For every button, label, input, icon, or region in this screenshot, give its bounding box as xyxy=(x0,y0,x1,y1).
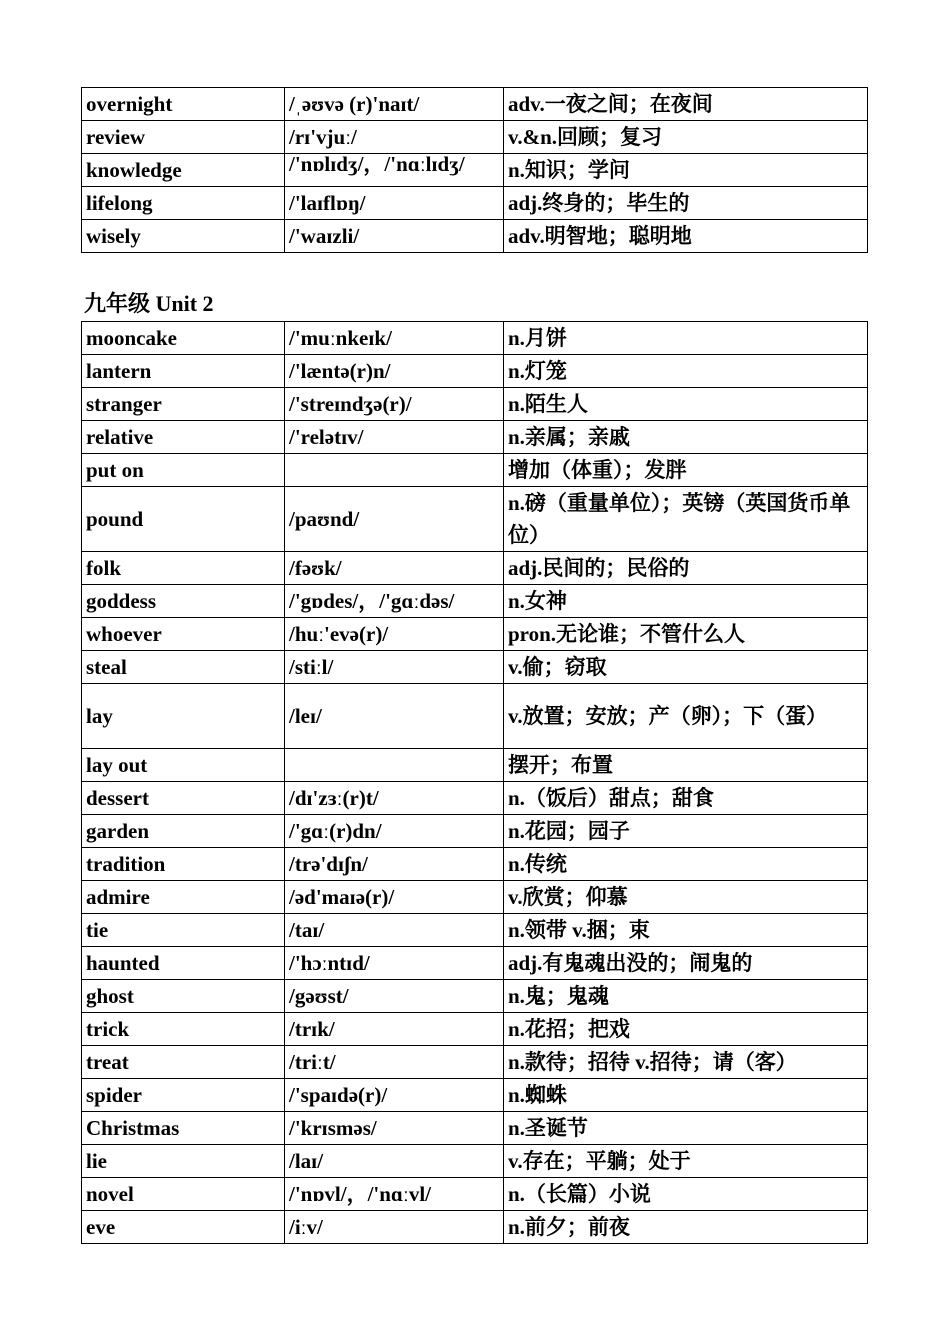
word-cell: wisely xyxy=(82,220,285,253)
word-cell: put on xyxy=(82,454,285,487)
phonetic-cell: /gəʊst/ xyxy=(285,980,504,1013)
meaning-cell: 增加（体重）；发胖 xyxy=(504,454,868,487)
phonetic-cell: /leɪ/ xyxy=(285,684,504,749)
table-row xyxy=(82,1079,868,1112)
meaning-cell: n.款待；招待 v.招待；请（客） xyxy=(504,1046,868,1079)
phonetic-cell: /ˌəʊvə (r)'naɪt/ xyxy=(285,88,504,121)
word-cell: pound xyxy=(82,487,285,552)
meaning-cell: adv.一夜之间；在夜间 xyxy=(504,88,868,121)
word-cell: relative xyxy=(82,421,285,454)
phonetic-cell: /dɪ'zɜː(r)t/ xyxy=(285,782,504,815)
phonetic-cell: /'relətɪv/ xyxy=(285,421,504,454)
word-cell: review xyxy=(82,121,285,154)
word-cell: steal xyxy=(82,651,285,684)
word-cell: lay out xyxy=(82,749,285,782)
word-cell: garden xyxy=(82,815,285,848)
meaning-cell: v.放置；安放；产（卵）；下（蛋） xyxy=(504,684,868,749)
meaning-cell: n.领带 v.捆；束 xyxy=(504,914,868,947)
table-row xyxy=(82,388,868,421)
meaning-cell: n.花园；园子 xyxy=(504,815,868,848)
meaning-cell: n.灯笼 xyxy=(504,355,868,388)
table-row xyxy=(82,552,868,585)
phonetic-cell: /taɪ/ xyxy=(285,914,504,947)
meaning-cell: adj.民间的；民俗的 xyxy=(504,552,868,585)
meaning-cell: n.陌生人 xyxy=(504,388,868,421)
word-cell: goddess xyxy=(82,585,285,618)
meaning-cell: n.月饼 xyxy=(504,322,868,355)
word-cell: knowledge xyxy=(82,154,285,187)
meaning-cell: n.亲属；亲戚 xyxy=(504,421,868,454)
meaning-cell: n.花招；把戏 xyxy=(504,1013,868,1046)
table-row xyxy=(82,1046,868,1079)
word-cell: trick xyxy=(82,1013,285,1046)
table-row xyxy=(82,421,868,454)
table-row xyxy=(82,187,868,220)
table-row xyxy=(82,914,868,947)
table-row xyxy=(82,749,868,782)
word-cell: eve xyxy=(82,1211,285,1244)
meaning-cell: v.欣赏；仰慕 xyxy=(504,881,868,914)
phonetic-cell: /stiːl/ xyxy=(285,651,504,684)
meaning-cell: n.女神 xyxy=(504,585,868,618)
phonetic-cell: /'nɒvl/，/'nɑːvl/ xyxy=(285,1178,504,1211)
word-cell: haunted xyxy=(82,947,285,980)
phonetic-cell xyxy=(285,749,504,782)
word-cell: lie xyxy=(82,1145,285,1178)
meaning-cell: n.前夕；前夜 xyxy=(504,1211,868,1244)
table-row xyxy=(82,1112,868,1145)
table-row xyxy=(82,355,868,388)
phonetic-cell: /trə'dɪʃn/ xyxy=(285,848,504,881)
phonetic-cell: /huː'evə(r)/ xyxy=(285,618,504,651)
phonetic-cell: /fəʊk/ xyxy=(285,552,504,585)
phonetic-cell: /'streɪndʒə(r)/ xyxy=(285,388,504,421)
table-row xyxy=(82,651,868,684)
word-cell: admire xyxy=(82,881,285,914)
table-row xyxy=(82,980,868,1013)
word-cell: whoever xyxy=(82,618,285,651)
phonetic-cell: /'krɪsməs/ xyxy=(285,1112,504,1145)
word-cell: treat xyxy=(82,1046,285,1079)
word-cell: lifelong xyxy=(82,187,285,220)
table-row xyxy=(82,1145,868,1178)
phonetic-cell: /rɪ'vjuː/ xyxy=(285,121,504,154)
meaning-cell: n.鬼；鬼魂 xyxy=(504,980,868,1013)
table-row xyxy=(82,684,868,749)
table-row xyxy=(82,618,868,651)
word-cell: folk xyxy=(82,552,285,585)
phonetic-cell: /iːv/ xyxy=(285,1211,504,1244)
meaning-cell: v.&n.回顾；复习 xyxy=(504,121,868,154)
meaning-cell: n.（长篇）小说 xyxy=(504,1178,868,1211)
word-cell: stranger xyxy=(82,388,285,421)
phonetic-cell: /'waɪzli/ xyxy=(285,220,504,253)
meaning-cell: n.蜘蛛 xyxy=(504,1079,868,1112)
meaning-cell: adv.明智地；聪明地 xyxy=(504,220,868,253)
phonetic-cell: /'gɒdes/，/'gɑːdəs/ xyxy=(285,585,504,618)
table-row xyxy=(82,121,868,154)
phonetic-cell: /triːt/ xyxy=(285,1046,504,1079)
section-title: 九年级 Unit 2 xyxy=(84,291,214,316)
vocab-table-continued xyxy=(81,87,868,253)
table-row xyxy=(82,220,868,253)
meaning-cell: n.传统 xyxy=(504,848,868,881)
phonetic-cell: /'gɑː(r)dn/ xyxy=(285,815,504,848)
table-row xyxy=(82,815,868,848)
word-cell: spider xyxy=(82,1079,285,1112)
phonetic-cell: /'spaɪdə(r)/ xyxy=(285,1079,504,1112)
meaning-cell: 摆开；布置 xyxy=(504,749,868,782)
table-row xyxy=(82,881,868,914)
meaning-cell: v.存在；平躺；处于 xyxy=(504,1145,868,1178)
table-row xyxy=(82,454,868,487)
table-row xyxy=(82,947,868,980)
word-cell: novel xyxy=(82,1178,285,1211)
word-cell: Christmas xyxy=(82,1112,285,1145)
word-cell: overnight xyxy=(82,88,285,121)
phonetic-cell xyxy=(285,454,504,487)
word-cell: lantern xyxy=(82,355,285,388)
table-row xyxy=(82,1211,868,1244)
table-row xyxy=(82,154,868,187)
phonetic-cell: /laɪ/ xyxy=(285,1145,504,1178)
phonetic-cell: /'hɔːntɪd/ xyxy=(285,947,504,980)
meaning-cell: v.偷；窃取 xyxy=(504,651,868,684)
meaning-cell: n.知识；学问 xyxy=(504,154,868,187)
phonetic-cell: /paʊnd/ xyxy=(285,487,504,552)
word-cell: dessert xyxy=(82,782,285,815)
phonetic-cell: /'nɒlɪdʒ/，/'nɑːlɪdʒ/ xyxy=(285,154,504,187)
word-cell: ghost xyxy=(82,980,285,1013)
meaning-cell: n.圣诞节 xyxy=(504,1112,868,1145)
table-row xyxy=(82,88,868,121)
meaning-cell: n.磅（重量单位）；英镑（英国货币单位） xyxy=(504,487,868,552)
vocab-table-unit-2 xyxy=(81,321,868,1244)
phonetic-cell: /'muːnkeɪk/ xyxy=(285,322,504,355)
table-row xyxy=(82,782,868,815)
word-cell: lay xyxy=(82,684,285,749)
meaning-cell: adj.终身的；毕生的 xyxy=(504,187,868,220)
table-row xyxy=(82,1178,868,1211)
table-row xyxy=(82,585,868,618)
phonetic-cell: /trɪk/ xyxy=(285,1013,504,1046)
word-cell: mooncake xyxy=(82,322,285,355)
phonetic-cell: /əd'maɪə(r)/ xyxy=(285,881,504,914)
table-row xyxy=(82,487,868,552)
table-row xyxy=(82,322,868,355)
meaning-cell: adj.有鬼魂出没的；闹鬼的 xyxy=(504,947,868,980)
phonetic-cell: /'laɪflɒŋ/ xyxy=(285,187,504,220)
table-row xyxy=(82,1013,868,1046)
table-row xyxy=(82,848,868,881)
meaning-cell: n.（饭后）甜点；甜食 xyxy=(504,782,868,815)
word-cell: tie xyxy=(82,914,285,947)
meaning-cell: pron.无论谁；不管什么人 xyxy=(504,618,868,651)
phonetic-cell: /'læntə(r)n/ xyxy=(285,355,504,388)
word-cell: tradition xyxy=(82,848,285,881)
